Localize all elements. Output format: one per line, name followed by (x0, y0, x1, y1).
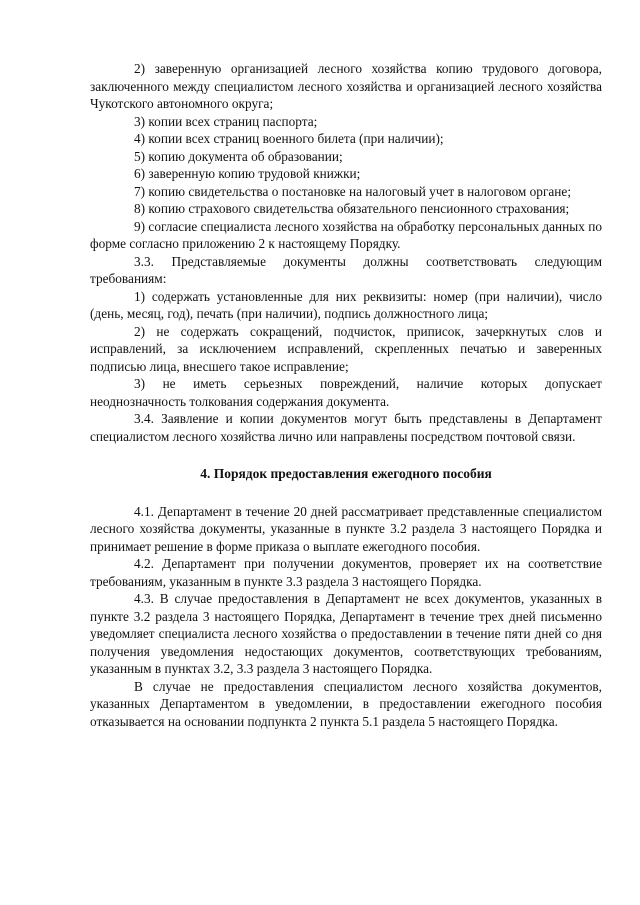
requirement-2: 2) не содержать сокращений, подчисток, приписок, зачеркнутых слов и исправлений, за исключением исправлений, скрепленных печатью и заверенных подписью лица, внесшего такое исправление; (90, 323, 602, 374)
clause-4-3: 4.3. В случае предоставления в Департамент не всех документов, указанных в пункте 3.2 раздела 3 настоящего Порядка, Департамент в течение трех дней письменно уведомляет специалиста лесного хозяйства о предоставлении в течение пяти дней со дня получения уведомления недостающих документов, соответствующих требованиям, указанным в пунктах 3.2, 3.3 раздела 3 настоящего Порядка. (90, 591, 602, 676)
clause-4-2: 4.2. Департамент при получении документов, проверяет их на соответствие требованиям, указанным в пункте 3.3 раздела 3 настоящего Порядка. (90, 556, 602, 589)
refusal-paragraph: В случае не предоставления специалистом лесного хозяйства документов, указанных Департаментом в уведомлении, в предоставлении ежегодного пособия отказывается на основании подпункта 2 пункта 5.1 раздела 5 настоящего Порядка. (90, 678, 602, 729)
item-8-pension-certificate: 8) копию страхового свидетельства обязательного пенсионного страхования; (134, 201, 570, 216)
item-6-work-book: 6) заверенную копию трудовой книжки; (134, 166, 361, 181)
clause-3-4: 3.4. Заявление и копии документов могут быть представлены в Департамент специалистом лесного хозяйства лично или направлены посредством почтовой связи. (90, 411, 602, 444)
section-4-heading: 4. Порядок предоставления ежегодного пособия (200, 466, 492, 481)
document-page (90, 60, 602, 730)
requirement-3: 3) не иметь серьезных повреждений, наличие которых допускает неоднозначность толкования содержания документа. (90, 376, 602, 409)
clause-4-1: 4.1. Департамент в течение 20 дней рассматривает представленные специалистом лесного хозяйства документы, указанные в пункте 3.2 раздела 3 настоящего Порядка и принимает решение в форме приказа о выплате ежегодного пособия. (90, 503, 602, 554)
item-7-tax-certificate: 7) копию свидетельства о постановке на налоговый учет в налоговом органе; (134, 183, 572, 199)
item-4-military-id: 4) копии всех страниц военного билета (при наличии); (134, 131, 444, 146)
item-9-data-consent: 9) согласие специалиста лесного хозяйства на обработку персональных данных по форме согласно приложению 2 к настоящему Порядку. (90, 218, 602, 251)
clause-3-3: 3.3. Представляемые документы должны соответствовать следующим требованиям: (90, 253, 602, 286)
item-5-education: 5) копию документа об образовании; (134, 148, 343, 164)
item-2-employment-contract: 2) заверенную организацией лесного хозяйства копию трудового договора, заключенного между специалистом лесного хозяйства и организацией лесного хозяйства Чукотского автономного округа; (90, 61, 602, 111)
item-3-passport: 3) копии всех страниц паспорта; (134, 113, 318, 129)
requirement-1: 1) содержать установленные для них реквизиты: номер (при наличии), число (день, месяц, год), печать (при наличии), подпись должностного лица; (90, 288, 602, 321)
